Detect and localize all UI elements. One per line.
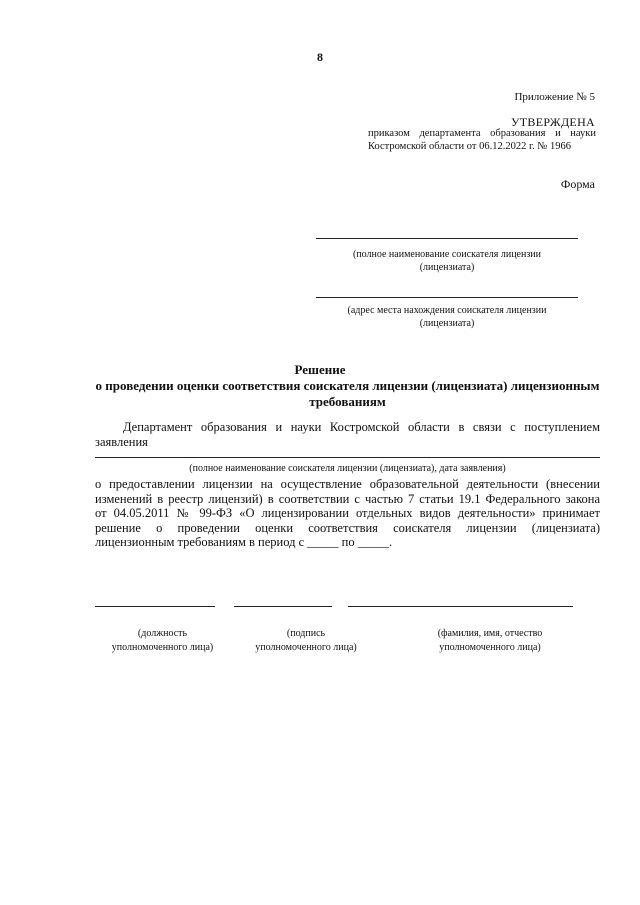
paragraph-line: решение о проведении оценки соответствия соискателя лицензии (лицензиата) [95,520,600,535]
appendix-label: Приложение № 5 [514,91,595,103]
approved-label: УТВЕРЖДЕНА [510,115,595,129]
applicant-name-line [316,238,578,239]
subtitle-line: требованиям [309,394,386,409]
application-blank-caption: (полное наименование соискателя лицензии (лицензиата), дата заявления) [189,463,506,474]
caption-line: (лицензиата) [419,262,475,273]
position-caption [95,627,230,655]
applicant-name-caption [316,248,578,274]
decision-title: Решение [294,362,346,377]
paragraph-line: изменений в реестр лицензий) в соответствии с частью 7 статьи 19.1 Федерального закона [95,491,600,506]
paragraph-line: Департамент образования и науки Костромской области в связи с поступлением [123,420,600,434]
caption-line: (полное наименование соискателя лицензии [352,249,542,260]
intro-paragraph [95,420,600,449]
order-reference-line1: приказом департамента образования и науки [368,128,596,139]
signature-line [234,606,332,607]
decision-subtitle [95,378,600,410]
order-reference-line2: Костромской области от 06.12.2022 г. № 1966 [368,141,571,152]
application-blank-line [95,457,600,458]
applicant-address-line [316,297,578,298]
caption-line: уполномоченного лица) [111,642,214,653]
position-signature-line [95,606,215,607]
decision-paragraph [95,477,600,550]
applicant-address-caption [316,304,578,330]
paragraph-line: от 04.05.2011 № 99-ФЗ «О лицензировании отдельных видов деятельности» принимает [95,506,600,520]
caption-line: (адрес места нахождения соискателя лицензии [347,305,547,316]
caption-line: (фамилия, имя, отчество [437,628,543,639]
form-label: Форма [560,177,595,191]
caption-line: уполномоченного лица) [255,642,357,653]
caption-line: (подпись [286,628,326,639]
caption-line: (должность [137,628,188,639]
caption-line: (лицензиата) [419,318,475,329]
signature-caption [238,627,374,655]
paragraph-line: лицензионным требованиям в период с _____ по _____. [95,535,393,549]
paragraph-line: о предоставлении лицензии на осуществление образовательной деятельности (внесении [95,477,600,491]
full-name-caption [420,627,560,655]
paragraph-line: заявления [95,434,148,449]
caption-line: уполномоченного лица) [439,642,541,653]
page-number: 8 [317,50,323,64]
full-name-signature-line [348,606,573,607]
subtitle-line: о проведении оценки соответствия соискателя лицензии (лицензиата) лицензионным [95,378,600,393]
